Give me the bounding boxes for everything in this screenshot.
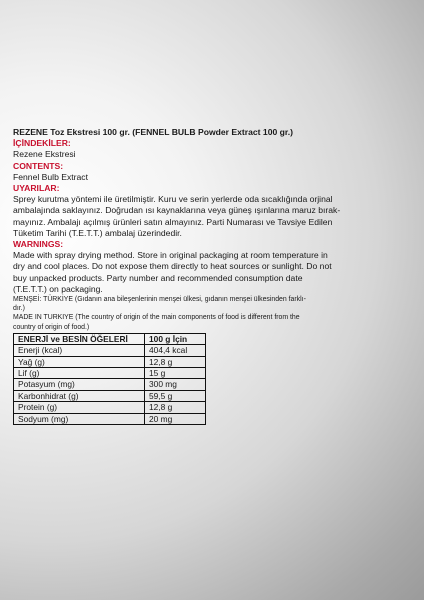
nutrient-name: Karbonhidrat (g) <box>14 390 145 401</box>
uyarilar-line: Tüketim Tarihi (T.E.T.T.) ambalaj üzerindedir. <box>13 227 182 238</box>
nutrient-value: 15 g <box>145 368 206 379</box>
nutrition-header-row <box>14 333 206 344</box>
origin-line: MADE IN TURKIYE (The country of origin of the main components of food is different from the <box>13 314 300 322</box>
warnings-line: Made with spray drying method. Store in original packaging at room temperature in <box>13 250 328 261</box>
nutrition-row <box>14 368 206 379</box>
nutrition-header-cell: 100 g İçin <box>145 333 206 344</box>
nutrient-value: 59,5 g <box>145 390 206 401</box>
nutrition-row <box>14 356 206 367</box>
nutrient-name: Sodyum (mg) <box>14 413 145 424</box>
nutrition-header-cell: ENERJİ ve BESİN ÖĞELERİ <box>14 333 145 344</box>
product-title: REZENE Toz Ekstresi 100 gr. (FENNEL BULB Powder Extract 100 gr.) <box>13 127 294 137</box>
warnings-line: (T.E.T.T.) on packaging. <box>13 283 103 294</box>
nutrition-row <box>14 345 206 356</box>
nutrition-row <box>14 390 206 401</box>
product-label <box>13 127 413 425</box>
nutrient-value: 12,8 g <box>145 402 206 413</box>
warnings-heading: WARNINGS: <box>13 239 64 250</box>
contents-text: Fennel Bulb Extract <box>13 171 88 182</box>
contents-heading: CONTENTS: <box>13 160 64 171</box>
origin-line: MENŞEİ: TÜRKİYE (Gıdanın ana bileşenlerinin menşei ülkesi, gıdanın menşei ülkesinden farklı- <box>13 296 306 304</box>
nutrient-value: 20 mg <box>145 413 206 424</box>
uyarilar-line: ambalajında saklayınız. Doğrudan ısı kaynaklarına veya güneş ışınlarına maruz bırak- <box>13 205 341 216</box>
nutrient-value: 12,8 g <box>145 356 206 367</box>
nutrition-table <box>13 333 206 425</box>
uyarilar-heading: UYARILAR: <box>13 183 60 194</box>
nutrition-row <box>14 402 206 413</box>
nutrient-name: Enerji (kcal) <box>14 345 145 356</box>
nutrition-row <box>14 379 206 390</box>
origin-line: country of origin of food.) <box>13 323 90 331</box>
nutrient-value: 404,4 kcal <box>145 345 206 356</box>
icindekiler-heading: İÇİNDEKİLER: <box>13 138 71 149</box>
icindekiler-text: Rezene Ekstresi <box>13 149 76 160</box>
nutrient-name: Protein (g) <box>14 402 145 413</box>
origin-line: dır.) <box>13 305 25 313</box>
nutrition-row <box>14 413 206 424</box>
warnings-line: dry and cool places. Do not expose them directly to heat sources or sunlight. Do not <box>13 261 332 272</box>
nutrient-name: Yağ (g) <box>14 356 145 367</box>
uyarilar-line: Sprey kurutma yöntemi ile üretilmiştir. Kuru ve serin yerlerde oda sıcaklığında orjinal <box>13 194 333 205</box>
uyarilar-line: mayınız. Ambalajı açılmış ürünleri satın almayınız. Parti Numarası ve Tavsiye Edilen <box>13 216 333 227</box>
nutrient-value: 300 mg <box>145 379 206 390</box>
nutrient-name: Lif (g) <box>14 368 145 379</box>
warnings-line: buy unpacked products. Party number and recommended consumption date <box>13 272 303 283</box>
nutrient-name: Potasyum (mg) <box>14 379 145 390</box>
